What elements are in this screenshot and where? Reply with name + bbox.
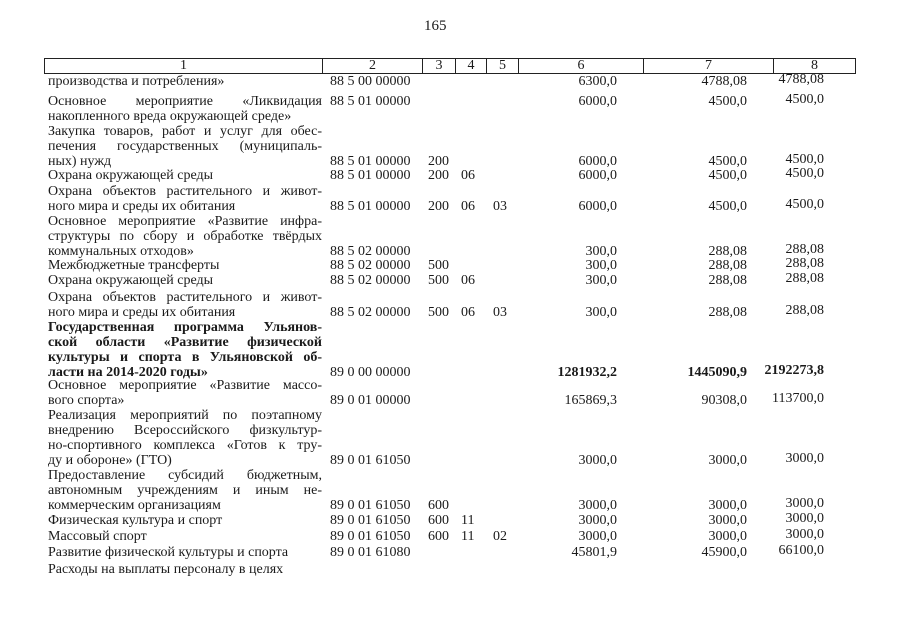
subsection-code: 03 [493, 199, 507, 214]
amount-2018: 300,0 [585, 244, 617, 259]
amount-2019: 3000,0 [708, 513, 747, 528]
amount-2018: 6000,0 [578, 94, 617, 109]
description-line: культуры и спорта в Ульяновской об- [48, 350, 322, 365]
description-line: коммерческим организациям [48, 498, 221, 513]
amount-2019: 288,08 [708, 244, 747, 259]
description-line: Межбюджетные трансферты [48, 258, 220, 273]
description-line: ного мира и среды их обитания [48, 305, 236, 320]
column-number: 8 [774, 59, 856, 74]
target-article-code: 88 5 02 00000 [330, 273, 411, 288]
row-description [48, 124, 322, 169]
description-line: Реализация мероприятий по поэтапному [48, 408, 322, 423]
amount-2020: 2192273,8 [764, 363, 824, 378]
description-line: Основное мероприятие «Развитие инфра- [48, 214, 322, 229]
section-code: 06 [461, 199, 475, 214]
target-article-code: 89 0 01 61080 [330, 545, 411, 560]
description-line: Основное мероприятие «Ликвидация [48, 94, 322, 109]
section-code: 06 [461, 305, 475, 320]
expense-type-code: 200 [428, 168, 449, 183]
subsection-code: 02 [493, 529, 507, 544]
target-article-code: 88 5 00 00000 [330, 74, 411, 89]
target-article-code: 89 0 01 00000 [330, 393, 411, 408]
row-description [48, 468, 322, 513]
description-line: ду и обороне» (ГТО) [48, 453, 172, 468]
description-line: Охрана окружающей среды [48, 168, 214, 183]
amount-2018: 300,0 [585, 305, 617, 320]
target-article-code: 88 5 01 00000 [330, 168, 411, 183]
description-line: ных) нужд [48, 154, 112, 169]
subsection-code: 03 [493, 305, 507, 320]
amount-2020: 288,08 [785, 242, 824, 257]
expense-type-code: 500 [428, 258, 449, 273]
amount-2019: 3000,0 [708, 529, 747, 544]
amount-2018: 45801,9 [571, 545, 617, 560]
target-article-code: 88 5 02 00000 [330, 244, 411, 259]
column-number: 7 [644, 59, 774, 74]
amount-2020: 4500,0 [785, 152, 824, 167]
amount-2020: 3000,0 [785, 496, 824, 511]
amount-2018: 6000,0 [578, 168, 617, 183]
description-line: Закупка товаров, работ и услуг для обес- [48, 124, 322, 139]
description-line: вого спорта» [48, 393, 125, 408]
amount-2019: 45900,0 [701, 545, 747, 560]
expense-type-code: 500 [428, 305, 449, 320]
description-line: внедрению Всероссийского физкультур- [48, 423, 322, 438]
amount-2018: 1281932,2 [557, 365, 617, 380]
column-number: 5 [487, 59, 519, 74]
expense-type-code: 600 [428, 498, 449, 513]
row-description [48, 94, 322, 124]
target-article-code: 88 5 01 00000 [330, 199, 411, 214]
row-description [48, 408, 322, 468]
row-description [48, 184, 322, 214]
description-line: автономным учреждениям и иным не- [48, 483, 322, 498]
description-line: Развитие физической культуры и спорта [48, 545, 289, 560]
description-line: Государственная программа Ульянов- [48, 320, 322, 335]
target-article-code: 89 0 00 00000 [330, 365, 411, 380]
section-code: 11 [461, 513, 475, 528]
row-description [48, 378, 322, 408]
description-line: Предоставление субсидий бюджетным, [48, 468, 322, 483]
amount-2020: 4500,0 [785, 92, 824, 107]
row-description [48, 545, 322, 560]
amount-2020: 4500,0 [785, 197, 824, 212]
amount-2019: 4500,0 [708, 199, 747, 214]
column-number: 3 [423, 59, 456, 74]
amount-2019: 4500,0 [708, 94, 747, 109]
amount-2019: 3000,0 [708, 453, 747, 468]
amount-2018: 300,0 [585, 273, 617, 288]
column-number-header [44, 58, 856, 74]
amount-2019: 4500,0 [708, 168, 747, 183]
amount-2020: 288,08 [785, 256, 824, 271]
description-line: Массовый спорт [48, 529, 147, 544]
description-line: ного мира и среды их обитания [48, 199, 236, 214]
amount-2020: 3000,0 [785, 511, 824, 526]
section-code: 06 [461, 168, 475, 183]
amount-2020: 3000,0 [785, 527, 824, 542]
amount-2020: 4500,0 [785, 166, 824, 181]
amount-2020: 3000,0 [785, 451, 824, 466]
target-article-code: 88 5 01 00000 [330, 94, 411, 109]
amount-2019: 4788,08 [701, 74, 747, 89]
expense-type-code: 200 [428, 199, 449, 214]
amount-2020: 4788,08 [778, 72, 824, 87]
description-line: коммунальных отходов» [48, 244, 194, 259]
row-description [48, 168, 322, 183]
target-article-code: 89 0 01 61050 [330, 513, 411, 528]
row-description [48, 320, 322, 380]
description-line: печения государственных (муниципаль- [48, 139, 322, 154]
amount-2018: 165869,3 [564, 393, 617, 408]
description-line: Физическая культура и спорт [48, 513, 223, 528]
column-number: 1 [45, 59, 323, 74]
amount-2019: 288,08 [708, 305, 747, 320]
section-code: 06 [461, 273, 475, 288]
expense-type-code: 500 [428, 273, 449, 288]
expense-type-code: 600 [428, 513, 449, 528]
description-line: но-спортивного комплекса «Готов к тру- [48, 438, 322, 453]
target-article-code: 88 5 02 00000 [330, 258, 411, 273]
description-line: Охрана объектов растительного и живот- [48, 184, 322, 199]
row-description [48, 273, 322, 288]
section-code: 11 [461, 529, 475, 544]
row-description [48, 258, 322, 273]
target-article-code: 89 0 01 61050 [330, 498, 411, 513]
description-line: Охрана окружающей среды [48, 273, 214, 288]
amount-2020: 113700,0 [772, 391, 824, 406]
amount-2018: 3000,0 [578, 453, 617, 468]
amount-2018: 300,0 [585, 258, 617, 273]
amount-2018: 6000,0 [578, 199, 617, 214]
description-line: накопленного вреда окружающей среде» [48, 109, 292, 124]
amount-2018: 6000,0 [578, 154, 617, 169]
row-description [48, 74, 322, 89]
description-line: Основное мероприятие «Развитие массо- [48, 378, 322, 393]
column-number: 4 [456, 59, 487, 74]
column-number: 6 [519, 59, 644, 74]
expense-type-code: 200 [428, 154, 449, 169]
description-line: Расходы на выплаты персоналу в целях [48, 562, 284, 577]
amount-2020: 288,08 [785, 271, 824, 286]
amount-2019: 288,08 [708, 258, 747, 273]
column-number: 2 [323, 59, 423, 74]
row-description [48, 562, 322, 577]
description-line: ской области «Развитие физической [48, 335, 322, 350]
target-article-code: 89 0 01 61050 [330, 529, 411, 544]
amount-2018: 3000,0 [578, 513, 617, 528]
description-line: производства и потребления» [48, 74, 225, 89]
amount-2019: 288,08 [708, 273, 747, 288]
target-article-code: 88 5 01 00000 [330, 154, 411, 169]
amount-2019: 3000,0 [708, 498, 747, 513]
amount-2018: 3000,0 [578, 529, 617, 544]
amount-2018: 6300,0 [578, 74, 617, 89]
row-description [48, 290, 322, 320]
description-line: Охрана объектов растительного и живот- [48, 290, 322, 305]
expense-type-code: 600 [428, 529, 449, 544]
page-number: 165 [424, 18, 447, 34]
description-line: структуры по сбору и обработке твёрдых [48, 229, 322, 244]
row-description [48, 513, 322, 528]
description-line: ласти на 2014-2020 годы» [48, 365, 208, 380]
row-description [48, 529, 322, 544]
row-description [48, 214, 322, 259]
amount-2020: 66100,0 [778, 543, 824, 558]
amount-2019: 4500,0 [708, 154, 747, 169]
target-article-code: 89 0 01 61050 [330, 453, 411, 468]
amount-2019: 90308,0 [701, 393, 747, 408]
amount-2018: 3000,0 [578, 498, 617, 513]
target-article-code: 88 5 02 00000 [330, 305, 411, 320]
amount-2020: 288,08 [785, 303, 824, 318]
amount-2019: 1445090,9 [687, 365, 747, 380]
